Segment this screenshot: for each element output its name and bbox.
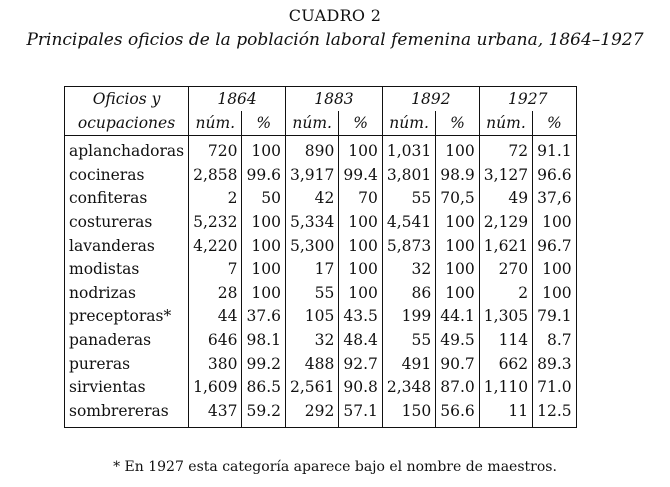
header-num-1864: núm. bbox=[189, 111, 242, 136]
cell-num-1864: 4,220 bbox=[189, 234, 242, 258]
footnote: * En 1927 esta categoría aparece bajo el nombre de maestros. bbox=[113, 459, 557, 475]
header-year-1864: 1864 bbox=[189, 87, 286, 112]
header-year-1892: 1892 bbox=[382, 87, 479, 112]
occupations-table bbox=[64, 86, 577, 428]
table-row bbox=[65, 376, 577, 400]
cell-pct-1927: 79.1 bbox=[533, 305, 577, 329]
cell-pct-1864: 86.5 bbox=[242, 376, 286, 400]
cell-pct-1864: 99.2 bbox=[242, 352, 286, 376]
cell-num-1864: 2,858 bbox=[189, 164, 242, 188]
table-row bbox=[65, 400, 577, 428]
cell-occupation: nodrizas bbox=[69, 283, 136, 302]
cell-pct-1883: 57.1 bbox=[339, 400, 383, 428]
header-year-1883: 1883 bbox=[286, 87, 383, 112]
table-row bbox=[65, 282, 577, 306]
cell-occupation: sombrereras bbox=[69, 401, 169, 420]
cell-occupation: confiteras bbox=[69, 189, 148, 208]
cell-occupation: panaderas bbox=[69, 331, 152, 350]
cell-pct-1927: 89.3 bbox=[533, 352, 577, 376]
table-row bbox=[65, 211, 577, 235]
cell-pct-1927: 37,6 bbox=[533, 187, 577, 211]
table-row bbox=[65, 352, 577, 376]
cell-pct-1927: 12.5 bbox=[533, 400, 577, 428]
cell-num-1927: 1,305 bbox=[479, 305, 532, 329]
cell-pct-1883: 100 bbox=[339, 282, 383, 306]
cell-pct-1864: 100 bbox=[242, 234, 286, 258]
cell-num-1892: 2,348 bbox=[382, 376, 435, 400]
cell-num-1883: 890 bbox=[286, 136, 339, 164]
cell-pct-1927: 8.7 bbox=[533, 329, 577, 353]
cell-pct-1864: 100 bbox=[242, 282, 286, 306]
cell-pct-1892: 90.7 bbox=[436, 352, 480, 376]
cell-pct-1892: 100 bbox=[436, 234, 480, 258]
cell-num-1892: 491 bbox=[382, 352, 435, 376]
cell-pct-1864: 37.6 bbox=[242, 305, 286, 329]
cell-occupation: aplanchadoras bbox=[69, 142, 185, 161]
cell-pct-1864: 59.2 bbox=[242, 400, 286, 428]
table-title: CUADRO 2 bbox=[288, 6, 382, 25]
cell-pct-1883: 100 bbox=[339, 136, 383, 164]
cell-pct-1892: 100 bbox=[436, 136, 480, 164]
cell-pct-1927: 100 bbox=[533, 258, 577, 282]
header-num-1883: núm. bbox=[286, 111, 339, 136]
cell-num-1927: 114 bbox=[479, 329, 532, 353]
cell-occupation: lavanderas bbox=[69, 236, 155, 255]
cell-num-1927: 72 bbox=[479, 136, 532, 164]
cell-num-1927: 3,127 bbox=[479, 164, 532, 188]
cell-num-1892: 1,031 bbox=[382, 136, 435, 164]
cell-pct-1883: 92.7 bbox=[339, 352, 383, 376]
cell-pct-1892: 44.1 bbox=[436, 305, 480, 329]
cell-num-1864: 380 bbox=[189, 352, 242, 376]
header-year-1927: 1927 bbox=[479, 87, 576, 112]
cell-num-1927: 2,129 bbox=[479, 211, 532, 235]
cell-num-1864: 44 bbox=[189, 305, 242, 329]
cell-pct-1892: 87.0 bbox=[436, 376, 480, 400]
cell-num-1927: 2 bbox=[479, 282, 532, 306]
header-row-years bbox=[65, 87, 577, 112]
header-row-subcolumns bbox=[65, 111, 577, 136]
table-row bbox=[65, 136, 577, 164]
cell-num-1892: 5,873 bbox=[382, 234, 435, 258]
cell-num-1883: 488 bbox=[286, 352, 339, 376]
cell-num-1864: 720 bbox=[189, 136, 242, 164]
cell-num-1927: 270 bbox=[479, 258, 532, 282]
cell-occupation: costureras bbox=[69, 213, 153, 232]
cell-num-1883: 5,334 bbox=[286, 211, 339, 235]
cell-num-1892: 32 bbox=[382, 258, 435, 282]
table-row bbox=[65, 234, 577, 258]
cell-occupation: pureras bbox=[69, 354, 131, 373]
cell-pct-1927: 100 bbox=[533, 282, 577, 306]
cell-pct-1864: 50 bbox=[242, 187, 286, 211]
header-occupations-line2: ocupaciones bbox=[65, 111, 189, 136]
cell-num-1883: 17 bbox=[286, 258, 339, 282]
cell-num-1927: 1,621 bbox=[479, 234, 532, 258]
cell-num-1883: 55 bbox=[286, 282, 339, 306]
cell-num-1883: 292 bbox=[286, 400, 339, 428]
cell-num-1864: 2 bbox=[189, 187, 242, 211]
table-row bbox=[65, 329, 577, 353]
cell-pct-1927: 96.6 bbox=[533, 164, 577, 188]
cell-occupation: preceptoras* bbox=[69, 307, 172, 326]
cell-pct-1927: 91.1 bbox=[533, 136, 577, 164]
cell-num-1883: 32 bbox=[286, 329, 339, 353]
cell-num-1883: 2,561 bbox=[286, 376, 339, 400]
cell-pct-1864: 98.1 bbox=[242, 329, 286, 353]
cell-pct-1864: 100 bbox=[242, 136, 286, 164]
header-pct-1883: % bbox=[339, 111, 383, 136]
cell-num-1892: 3,801 bbox=[382, 164, 435, 188]
cell-num-1892: 199 bbox=[382, 305, 435, 329]
cell-num-1927: 49 bbox=[479, 187, 532, 211]
cell-pct-1892: 98.9 bbox=[436, 164, 480, 188]
cell-pct-1864: 99.6 bbox=[242, 164, 286, 188]
cell-pct-1892: 100 bbox=[436, 258, 480, 282]
cell-occupation: modistas bbox=[69, 260, 140, 279]
cell-pct-1892: 56.6 bbox=[436, 400, 480, 428]
table-subtitle: Principales oficios de la población laboral femenina urbana, 1864–1927 bbox=[26, 30, 644, 50]
cell-pct-1927: 100 bbox=[533, 211, 577, 235]
cell-num-1883: 105 bbox=[286, 305, 339, 329]
cell-num-1864: 646 bbox=[189, 329, 242, 353]
header-pct-1892: % bbox=[436, 111, 480, 136]
cell-pct-1864: 100 bbox=[242, 211, 286, 235]
cell-num-1892: 4,541 bbox=[382, 211, 435, 235]
cell-pct-1892: 49.5 bbox=[436, 329, 480, 353]
cell-pct-1927: 96.7 bbox=[533, 234, 577, 258]
table-row bbox=[65, 187, 577, 211]
header-pct-1927: % bbox=[533, 111, 577, 136]
table-row bbox=[65, 164, 577, 188]
cell-num-1927: 11 bbox=[479, 400, 532, 428]
cell-pct-1883: 48.4 bbox=[339, 329, 383, 353]
header-num-1892: núm. bbox=[382, 111, 435, 136]
cell-pct-1883: 43.5 bbox=[339, 305, 383, 329]
cell-occupation: cocineras bbox=[69, 165, 145, 184]
cell-num-1892: 86 bbox=[382, 282, 435, 306]
cell-num-1892: 55 bbox=[382, 187, 435, 211]
cell-pct-1883: 100 bbox=[339, 234, 383, 258]
cell-pct-1883: 70 bbox=[339, 187, 383, 211]
cell-pct-1892: 100 bbox=[436, 211, 480, 235]
cell-occupation: sirvientas bbox=[69, 378, 146, 397]
cell-pct-1883: 100 bbox=[339, 211, 383, 235]
cell-num-1892: 55 bbox=[382, 329, 435, 353]
cell-num-1883: 3,917 bbox=[286, 164, 339, 188]
cell-num-1927: 1,110 bbox=[479, 376, 532, 400]
header-pct-1864: % bbox=[242, 111, 286, 136]
cell-pct-1864: 100 bbox=[242, 258, 286, 282]
cell-num-1892: 150 bbox=[382, 400, 435, 428]
cell-num-1864: 1,609 bbox=[189, 376, 242, 400]
cell-num-1927: 662 bbox=[479, 352, 532, 376]
cell-num-1864: 7 bbox=[189, 258, 242, 282]
cell-num-1864: 5,232 bbox=[189, 211, 242, 235]
table-row bbox=[65, 258, 577, 282]
cell-pct-1883: 90.8 bbox=[339, 376, 383, 400]
cell-num-1883: 42 bbox=[286, 187, 339, 211]
cell-pct-1883: 100 bbox=[339, 258, 383, 282]
cell-pct-1927: 71.0 bbox=[533, 376, 577, 400]
cell-num-1883: 5,300 bbox=[286, 234, 339, 258]
table-row bbox=[65, 305, 577, 329]
header-num-1927: núm. bbox=[479, 111, 532, 136]
header-occupations-line1: Oficios y bbox=[92, 89, 161, 108]
cell-num-1864: 437 bbox=[189, 400, 242, 428]
cell-pct-1883: 99.4 bbox=[339, 164, 383, 188]
cell-pct-1892: 100 bbox=[436, 282, 480, 306]
cell-num-1864: 28 bbox=[189, 282, 242, 306]
cell-pct-1892: 70,5 bbox=[436, 187, 480, 211]
